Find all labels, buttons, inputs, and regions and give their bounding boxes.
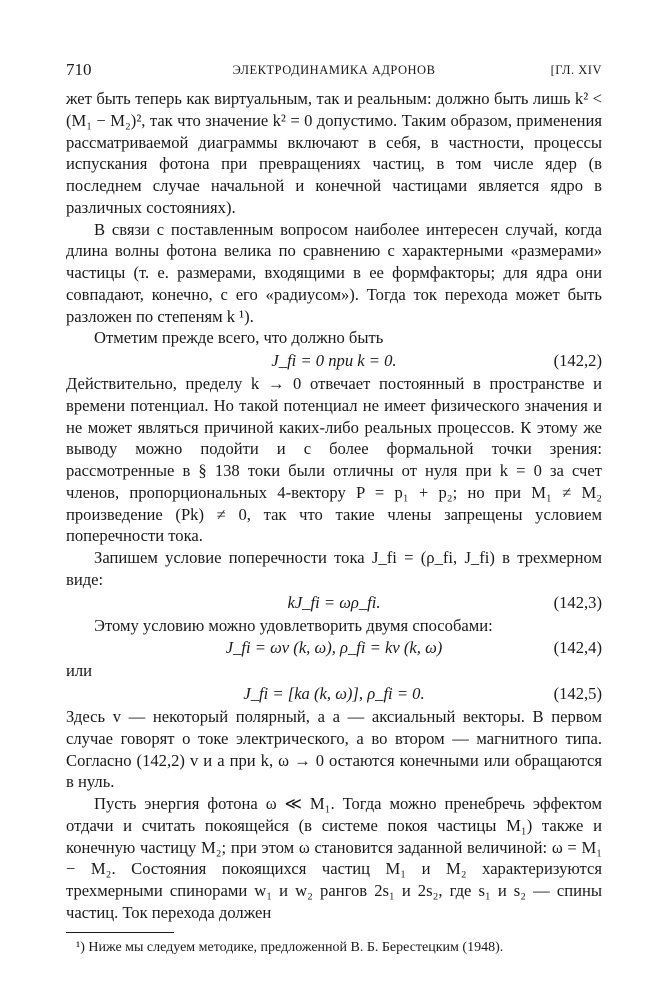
equation-expression: J_fi = ωv (k, ω), ρ_fi = kv (k, ω) <box>225 638 443 658</box>
paragraph-2: В связи с поставленным вопросом наиболее интересен случай, когда длина волны фотона велика по сравнению с характерными «размерами» частицы (т. е. размерами, входящими в ее формфакторы; для ядра они совпадают, конечно, с его «радиусом»). Тогда ток перехода может быть разложен по степеням k ¹). <box>66 219 602 326</box>
equation-142-3 <box>66 592 602 614</box>
paragraph-5: Запишем условие поперечности тока J_fi = (ρ_fi, J_fi) в трехмерном виде: <box>66 548 602 589</box>
book-page <box>66 60 602 957</box>
equation-number: (142,5) <box>553 684 602 703</box>
paragraph-6: Этому условию можно удовлетворить двумя способами: <box>94 615 493 635</box>
paragraph-3: Отметим прежде всего, что должно быть <box>94 328 384 348</box>
equation-expression: kJ_fi = ωρ_fi. <box>287 592 381 612</box>
equation-expression: J_fi = [ka (k, ω)], ρ_fi = 0. <box>243 684 425 703</box>
chapter-label: [ГЛ. XIV <box>550 63 602 77</box>
equation-number: (142,2) <box>553 351 602 370</box>
running-title: ЭЛЕКТРОДИНАМИКА АДРОНОВ <box>232 63 436 77</box>
equation-142-2 <box>66 350 602 372</box>
equation-number: (142,4) <box>553 638 602 658</box>
paragraph-8: Пусть энергия фотона ω ≪ M₁. Тогда можно пренебречь эффектом отдачи и считать покоящейся (в системе покоя частицы M₁) также и конечную частицу M₂; при этом ω становится заданной величиной: ω = M₁ − M₂. Состояния покоящихся частиц M₁ и M₂ характеризуются трехмерными спинорами w₁ и w₂ рангов 2s₁ и 2s₂, где s₁ и s₂ — спины частиц. Ток перехода должен <box>66 794 602 922</box>
equation-number: (142,3) <box>553 592 602 612</box>
paragraph-4: Действительно, пределу k → 0 отвечает постоянный в пространстве и времени потенциал. Но такой потенциал не имеет физического значения и не может являться причиной каких-либо реальных процессов. К этому же выводу можно подойти и с более формальной точки зрения: рассмотренные в § 138 токи были отличны от нуля при k = 0 за счет членов, пропорциональных 4-вектору P = p₁ + p₂; но при M₁ ≠ M₂ произведение (Pk) ≠ 0, так что такие члены запрещены условием поперечности тока. <box>66 374 602 546</box>
equation-142-4 <box>66 637 602 659</box>
paragraph-7: Здесь v — некоторый полярный, а a — аксиальный векторы. В первом случае говорят о токе электрического, а во втором — магнитного типа. Согласно (142,2) v и a при k, ω → 0 остаются конечными или обращаются в нуль. <box>66 707 602 792</box>
conjunction-ili: или <box>66 661 93 681</box>
footnote-divider <box>66 932 174 933</box>
page-header <box>66 60 602 88</box>
footnote: ¹) Ниже мы следуем методике, предложенной В. Б. Берестецким (1948). <box>76 939 504 955</box>
equation-142-5 <box>66 683 602 705</box>
equation-expression: J_fi = 0 при k = 0. <box>271 351 397 370</box>
page-number: 710 <box>66 60 92 79</box>
paragraph-1: жет быть теперь как виртуальным, так и реальным: должно быть лишь k² < (M₁ − M₂)², так что значение k² = 0 допустимо. Таким образом, применения рассматриваемой диаграммы включают в себя, в частности, процессы испускания фотона при превращениях частиц, в том числе ядер (в последнем случае начальной и конечной частицами является ядро в различных состояниях). <box>66 89 602 217</box>
